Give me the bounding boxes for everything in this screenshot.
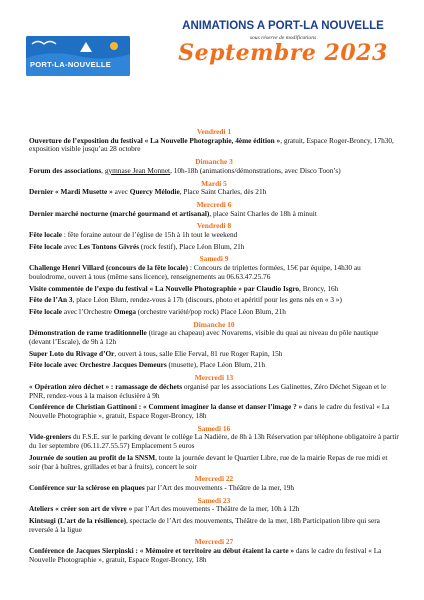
event-item — [29, 296, 399, 305]
day-heading: Dimanche 10 — [193, 319, 235, 329]
event-details: (musette), Place Léon Blum, 21h — [166, 360, 266, 370]
event-item — [29, 137, 399, 154]
logo-label: PORT-LA-NOUVELLE — [30, 60, 112, 69]
event-details: avec — [112, 187, 130, 197]
event-details: , toute la journée devant le Quartier Libre, rue de la mairie Repas de rue midi et soir (bar à huîtres, grillades et bar à fruits), concert le soir — [29, 452, 388, 471]
event-item — [29, 329, 399, 346]
event-title: Conférence sur la sclérose en plaques — [29, 482, 145, 492]
event-title: Ateliers « créer son art de vivre » — [29, 504, 133, 514]
event-details: , spectacle de l’Art des mouvements, Théâtre de la mer, 18h Participation libre qui sera reversée à la ligue — [29, 516, 380, 534]
event-item — [29, 454, 399, 471]
event-title: Ouverture de l’exposition du festival « La Nouvelle Photographie, 4ème édition » — [29, 135, 281, 145]
event-details: , ouvert à tous, salle Elie Ferval, 81 rue Roger Rapin, 15h — [114, 348, 283, 358]
event-item — [29, 188, 399, 197]
disclaimer: sous réserve de modifications — [249, 35, 317, 41]
day-heading: Mercredi 6 — [196, 199, 232, 209]
day-heading: Samedi 16 — [197, 423, 231, 433]
event-item — [29, 167, 399, 176]
agenda-list — [29, 124, 399, 568]
logo-graphic — [26, 36, 130, 76]
event-title: Forum des associations — [29, 165, 102, 175]
event-item — [29, 484, 399, 493]
event-title: Omega — [113, 306, 136, 316]
day-heading: Vendredi 1 — [196, 127, 232, 136]
event-item — [29, 547, 399, 564]
event-item — [29, 361, 399, 370]
event-details: , gratuit, Espace Roger-Broncy, 17h30, exposition visible jusqu’au 28 octobre — [29, 135, 394, 154]
event-title: Les Tontons Givrés — [79, 241, 140, 251]
event-title: Super Loto du Rivage d’Or — [29, 348, 115, 358]
day-heading: Samedi 9 — [199, 254, 229, 264]
event-title: Fête locale — [29, 230, 63, 240]
event-title: « Opération zéro déchet » : ramassage de déchets — [29, 381, 183, 391]
event-title: Dernier « Mardi Musette » — [29, 187, 113, 197]
event-title: Fête locale — [29, 306, 63, 316]
event-title: Conférence de Christian Gattinoni : « Comment imaginer la danse et danser l’image ? » — [29, 402, 303, 412]
event-title: Démonstration de rame traditionnelle — [29, 328, 147, 338]
day-heading: Dimanche 3 — [195, 157, 233, 167]
month-heading: Septembre 2023 — [178, 40, 388, 66]
event-item — [29, 517, 399, 534]
day-heading: Vendredi 8 — [196, 221, 232, 231]
event-item — [29, 383, 399, 400]
event-item — [29, 308, 399, 317]
event-details: : fête foraine autour de l’église de 15h à 1h tout le weekend — [62, 230, 238, 240]
event-item — [29, 350, 399, 359]
town-logo — [26, 36, 130, 76]
event-item — [29, 505, 399, 514]
day-heading: Mardi 5 — [201, 178, 227, 188]
event-details: (rock festif), Place Léon Blum, 21h — [139, 241, 245, 251]
day-heading: Mercredi 13 — [194, 373, 234, 383]
event-details: (tirage au chapeau) avec Novarems, visible du quai au niveau du pôle nautique (devant l’Escale), de 9h à 12h — [29, 328, 379, 347]
event-details: , Place Saint Charles, dès 21h — [179, 187, 267, 197]
event-details: avec — [62, 241, 80, 251]
event-details: , — [101, 165, 105, 175]
event-item — [29, 403, 399, 420]
event-details: avec l’Orchestre — [62, 306, 114, 316]
event-details: par l’Art des mouvements - Théâtre de la mer, 10h à 12h — [132, 504, 300, 514]
event-details: : Concours de triplettes formées, 15€ par équipe, 14h30 au boulodrome, ouvert à tous (même sans licence), renseignements au 06.63.47.25.76 — [29, 263, 361, 281]
page-title: ANIMATIONS A PORT-LA NOUVELLE — [182, 20, 384, 32]
event-details: (orchestre variété/pop rock) Place Léon Blum, 21h — [135, 306, 286, 316]
event-title: Dernier marché nocturne (marché gourmand et artisanal) — [29, 208, 210, 218]
sun-icon — [110, 42, 118, 50]
event-title: Vide-greniers — [29, 432, 72, 442]
day-heading: Mercredi 22 — [194, 474, 234, 484]
event-details: du F.S.E. sur le parking devant le collège La Nadière, de 8h à 13h Réservation par téléphone obligatoire à partir du 1er septembre (06.11.27.55.57) Emplacement 5 euros — [29, 432, 399, 451]
event-title: Fête locale avec Orchestre Jacques Demeurs — [29, 360, 167, 370]
event-details: , place Léon Blum, rendez-vous à 17h (discours, photo et apéritif pour les gens nés en « 3 ») — [72, 295, 342, 305]
event-title: Visite commentée de l’expo du festival « La Nouvelle Photographie » par Claudio Isgro — [29, 283, 300, 293]
event-details: organisé par les associations Les Galinettes, Zéro Déchet Sigean et le PNR, rendez-vous à la maison éclusière à 9h — [29, 381, 387, 400]
event-details: , place Saint Charles de 18h à minuit — [209, 208, 317, 218]
event-title: Conférence de Jacques Sierpinski : « Mémoire et territoire au début étaient la carte » — [29, 546, 295, 556]
event-item — [29, 285, 399, 294]
event-item — [29, 264, 399, 281]
event-title: Challenge Henri Villard (concours de la fête locale) — [29, 263, 189, 273]
event-title: Kintsugi (L’art de la résilience) — [29, 516, 127, 526]
event-item — [29, 231, 399, 240]
event-details: dans le cadre du festival « La Nouvelle Photographie », gratuit, Espace Roger-Broncy, 18h — [29, 546, 382, 564]
event-title: Fête locale — [29, 241, 63, 251]
event-title: Quercy Mélodie — [129, 187, 180, 197]
event-details: gymnase Jean Monnet — [104, 165, 171, 175]
day-heading: Mercredi 27 — [194, 537, 234, 547]
event-details: dans le cadre du festival « La Nouvelle Photographie », gratuit, Espace Roger-Broncy, 18h — [29, 402, 390, 420]
event-item — [29, 243, 399, 252]
event-item — [29, 433, 399, 450]
day-heading: Samedi 23 — [197, 495, 231, 505]
event-item — [29, 210, 399, 219]
event-title: Fête de l’An 3 — [29, 295, 73, 305]
event-details: par l’Art des mouvements - Théâtre de la mer, 19h — [144, 482, 295, 492]
event-title: Journée de soutien au profit de la SNSM — [29, 452, 156, 462]
event-details: , 10h-18h (animations/démonstrations, avec Disco Toon’s) — [170, 165, 341, 175]
event-details: , Broncy, 16h — [299, 283, 339, 293]
